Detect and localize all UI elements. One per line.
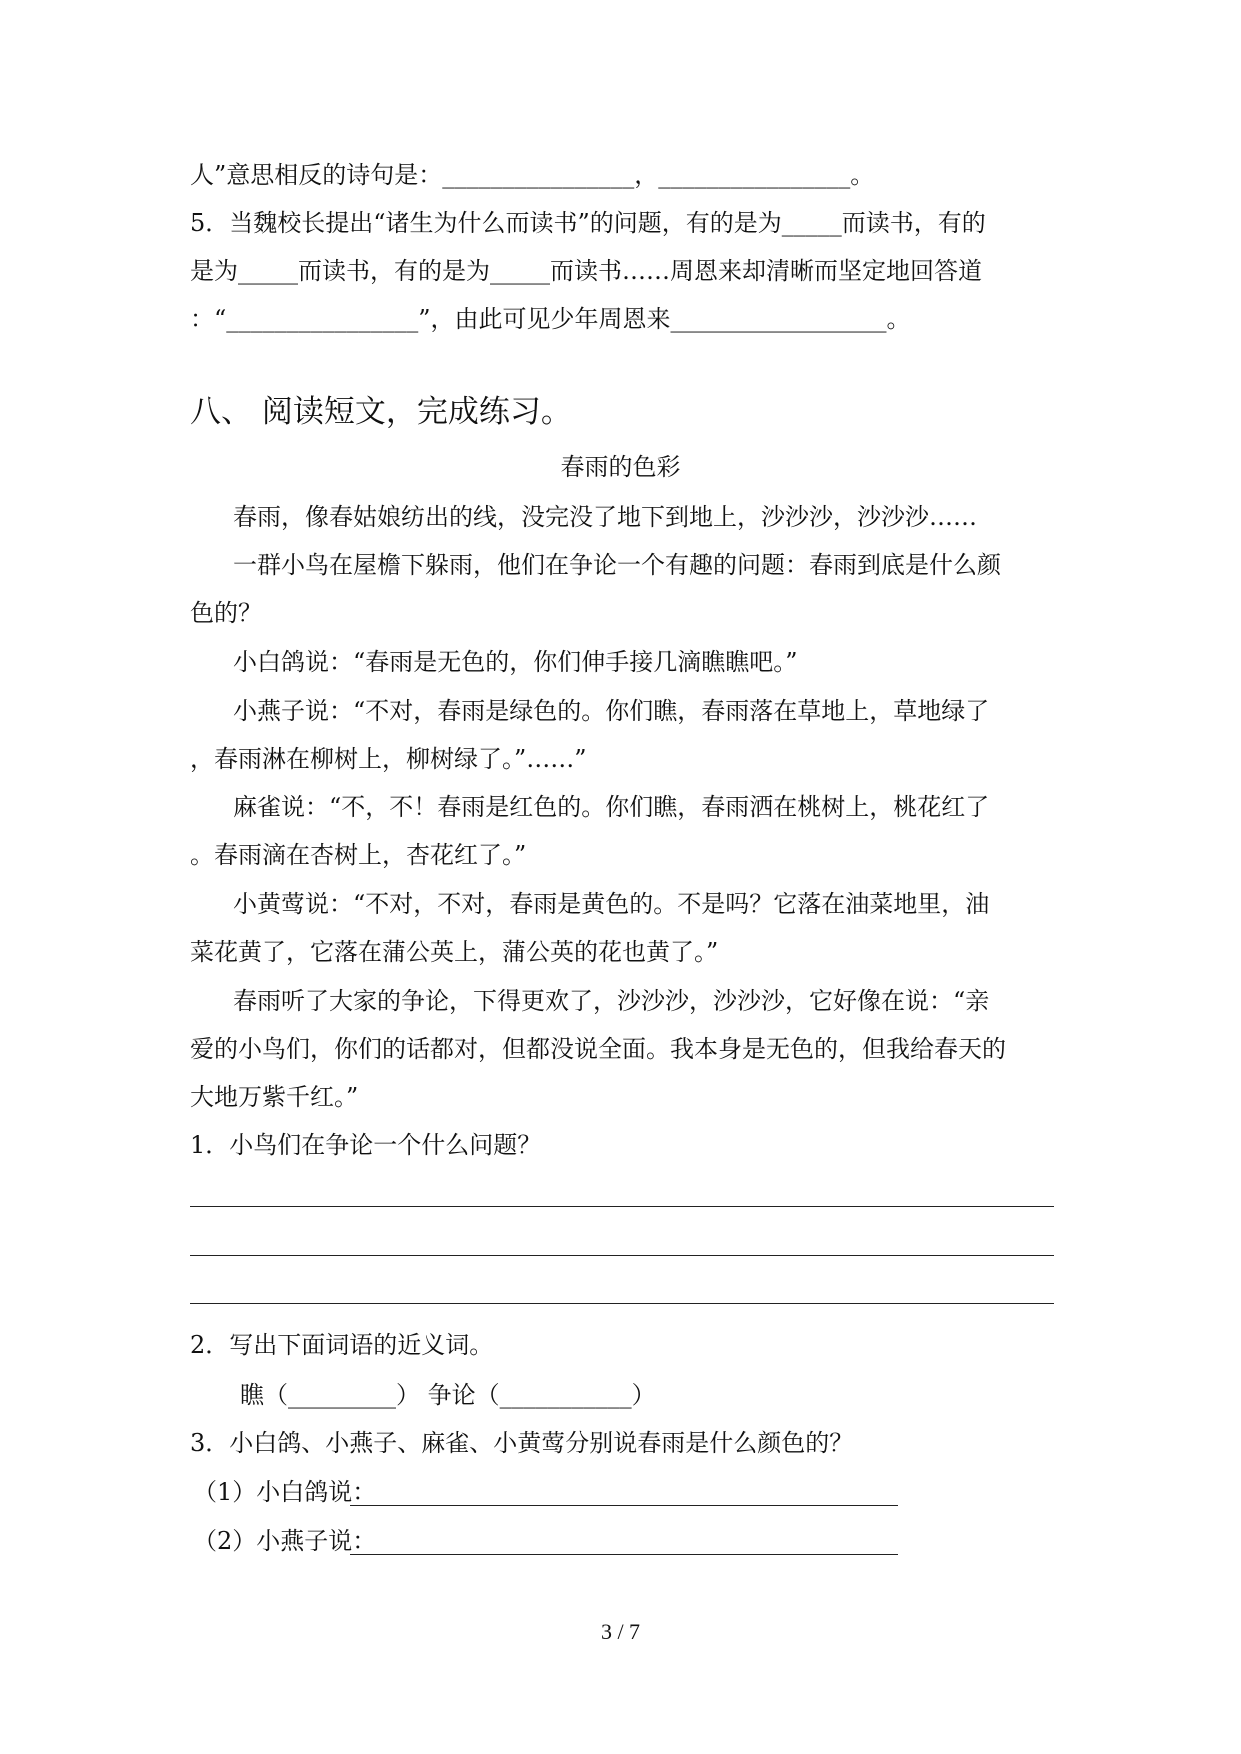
question-5-line-2: 是为_____而读书，有的是为_____而读书……周恩来却清晰而坚定地回答道 xyxy=(190,257,982,285)
article-title: 春雨的色彩 xyxy=(560,453,681,481)
section-heading: 八、 阅读短文，完成练习。 xyxy=(190,394,572,430)
paragraph-line: 一群小鸟在屋檐下躲雨，他们在争论一个有趣的问题：春雨到底是什么颜 xyxy=(233,551,1001,579)
question-3: 3．小白鸽、小燕子、麻雀、小黄莺分别说春雨是什么颜色的？ xyxy=(190,1429,854,1457)
question-5-line-3: ：“________________”，由此可见少年周恩来__________________。 xyxy=(190,305,911,333)
answer-line[interactable] xyxy=(190,1303,1054,1304)
question-3-sub-1: （1）小白鸽说： xyxy=(193,1478,377,1506)
answer-line[interactable] xyxy=(350,1505,898,1506)
paragraph-line: 爱的小鸟们，你们的话都对，但都没说全面。我本身是无色的，但我给春天的 xyxy=(190,1035,1006,1063)
page-number: 3 / 7 xyxy=(600,1619,641,1644)
answer-line[interactable] xyxy=(350,1554,898,1555)
question-2: 2．写出下面词语的近义词。 xyxy=(190,1331,494,1359)
paragraph-line: 色的？ xyxy=(190,599,262,627)
question-3-sub-2: （2）小燕子说： xyxy=(193,1527,377,1555)
paragraph-line: 菜花黄了，它落在蒲公英上，蒲公英的花也黄了。” xyxy=(190,938,719,966)
paragraph-line: ，春雨淋在柳树上，柳树绿了。”……” xyxy=(190,745,587,773)
paragraph-line: 小白鸽说：“春雨是无色的，你们伸手接几滴瞧瞧吧。” xyxy=(233,648,798,676)
paragraph-line: 小燕子说：“不对，春雨是绿色的。你们瞧，春雨落在草地上，草地绿了 xyxy=(233,697,990,725)
question-1: 1．小鸟们在争论一个什么问题？ xyxy=(190,1131,542,1159)
paragraph-line: 。春雨滴在杏树上，杏花红了。” xyxy=(190,841,527,869)
answer-line[interactable] xyxy=(190,1255,1054,1256)
question-2-items: 瞧（_________） 争论（___________） xyxy=(240,1381,656,1409)
paragraph-line: 小黄莺说：“不对，不对，春雨是黄色的。不是吗？它落在油菜地里，油 xyxy=(233,890,990,918)
answer-line[interactable] xyxy=(190,1206,1054,1207)
paragraph-line: 大地万紫千红。” xyxy=(190,1083,359,1111)
paragraph-line: 春雨听了大家的争论，下得更欢了，沙沙沙，沙沙沙，它好像在说：“亲 xyxy=(233,987,990,1015)
question-5-line-1: 5．当魏校长提出“诸生为什么而读书”的问题，有的是为_____而读书，有的 xyxy=(190,209,986,237)
paragraph-line: 麻雀说：“不，不！春雨是红色的。你们瞧，春雨洒在桃树上，桃花红了 xyxy=(233,793,990,821)
paragraph-line: 春雨，像春姑娘纺出的线，没完没了地下到地上，沙沙沙，沙沙沙…… xyxy=(233,503,977,531)
fill-line-poem: 人”意思相反的诗句是：________________，________________。 xyxy=(190,161,875,189)
